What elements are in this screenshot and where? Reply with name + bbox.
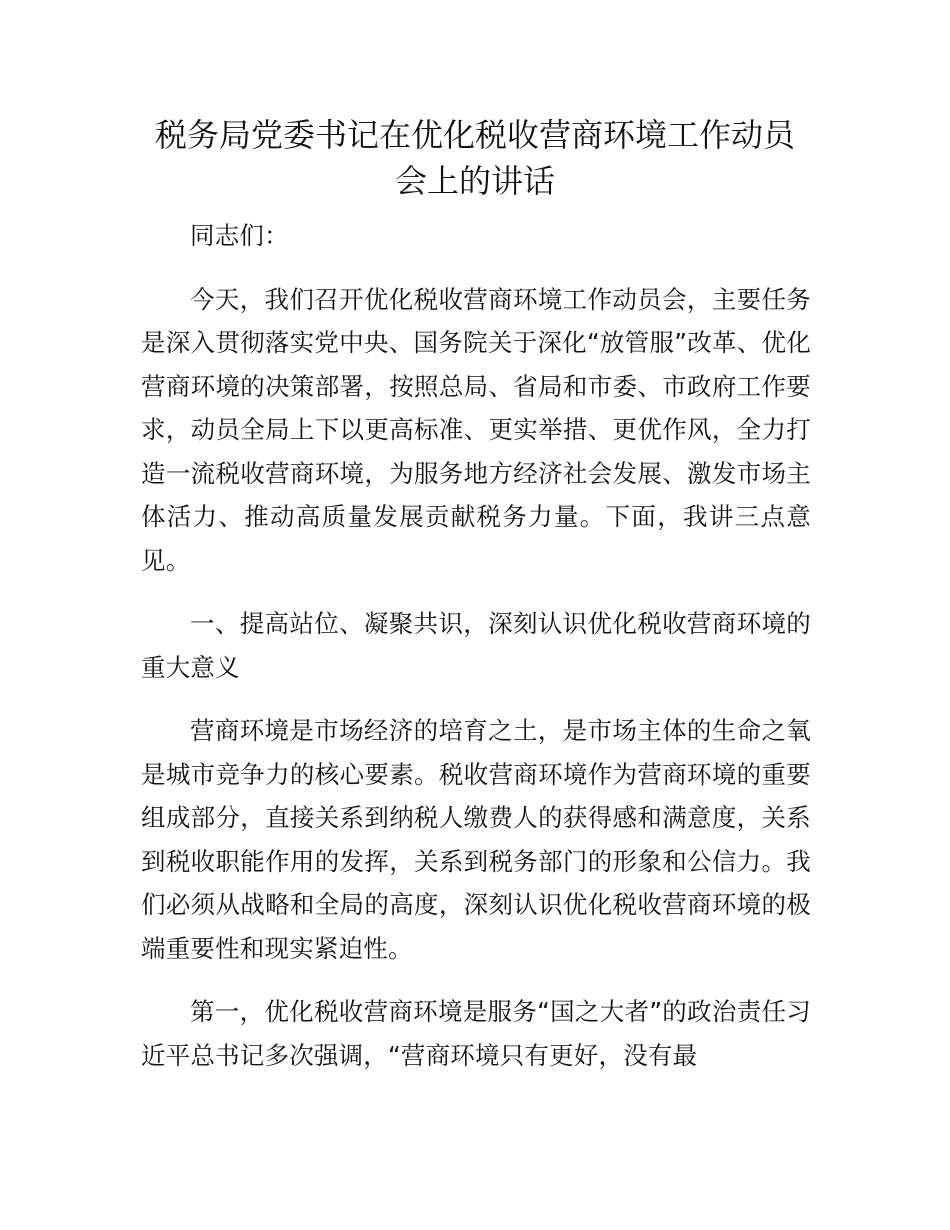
salutation: 同志们： bbox=[190, 221, 289, 250]
section-heading-1: 一、提高站位、凝聚共识，深刻认识优化税收营商环境的重大意义 bbox=[141, 609, 811, 682]
paragraph-business-environment: 营商环境是市场经济的培育之土，是市场主体的生命之氧是城市竞争力的核心要素。税收营商环境作为营商环境的重要组成部分，直接关系到纳税人缴费人的获得感和满意度，关系到税收职能作用的发挥，关系到税务部门的形象和公信力。我们必须从战略和全局的高度，深刻认识优化税收营商环境的极端重要性和现实紧迫性。 bbox=[141, 716, 811, 963]
paragraph-first-point: 第一，优化税收营商环境是服务“国之大者”的政治责任习近平总书记多次强调，“营商环境只有更好，没有最 bbox=[141, 997, 811, 1070]
document-title: 税务局党委书记在优化税收营商环境工作动员会上的讲话 bbox=[154, 116, 795, 200]
document-body bbox=[141, 214, 811, 1097]
paragraph-intro: 今天，我们召开优化税收营商环境工作动员会，主要任务是深入贯彻落实党中央、国务院关于深化“放管服”改革、优化营商环境的决策部署，按照总局、省局和市委、市政府工作要求，动员全局上下以更高标准、更实举措、更优作风，全力打造一流税收营商环境，为服务地方经济社会发展、激发市场主体活力、推动高质量发展贡献税务力量。下面，我讲三点意见。 bbox=[141, 284, 811, 575]
